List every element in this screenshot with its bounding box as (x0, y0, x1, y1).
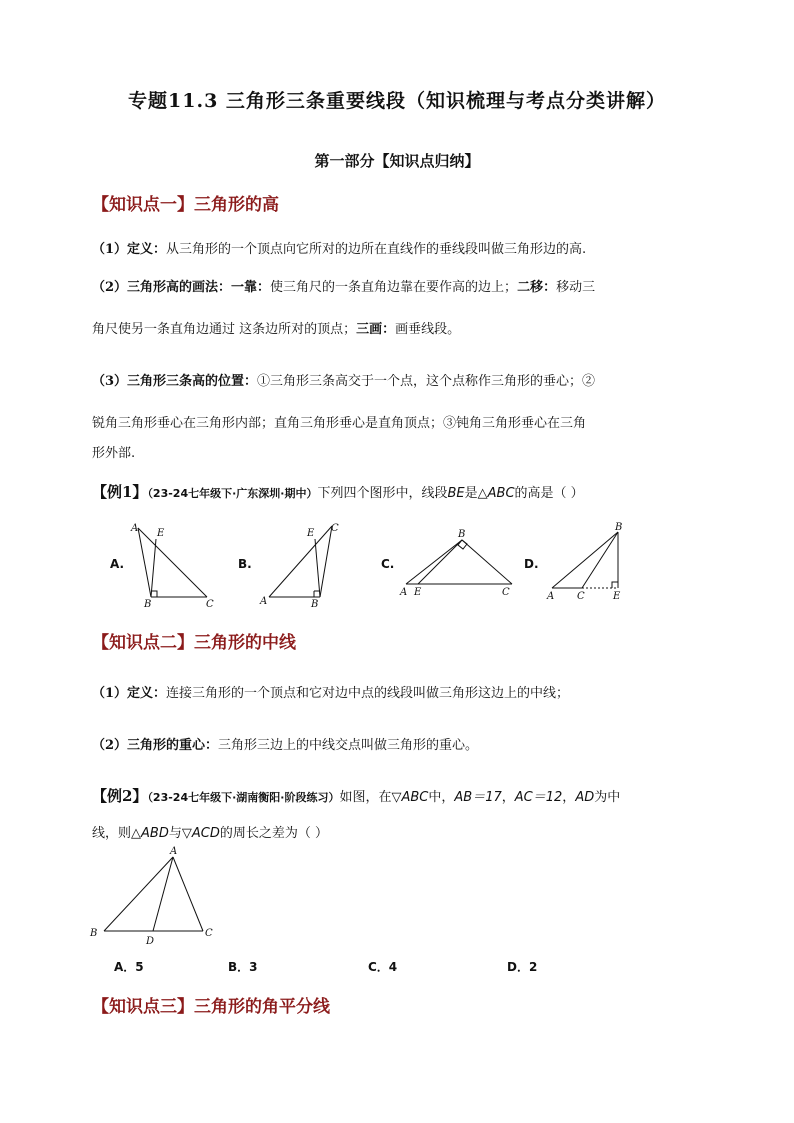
label-A: A (547, 591, 555, 602)
ex2-option-c[interactable]: C．4 (368, 960, 398, 974)
ex1-option-c[interactable]: C. (381, 557, 395, 571)
kp1-drawing-method: （2）三角形高的画法：一靠：使三角尺的一条直角边靠在要作高的边上；二移：移动三 (92, 280, 596, 295)
label-E: E (307, 528, 315, 539)
label-E: E (157, 528, 165, 539)
label-A: A (400, 587, 408, 598)
kp1-drawing-method-line2: 角尺使另一条直角边通过 这条边所对的顶点；三画：画垂线段。 (92, 322, 461, 337)
kp3-heading: 【知识点三】三角形的角平分线 (92, 997, 330, 1017)
ex2-option-d[interactable]: D．2 (507, 960, 538, 974)
ex1-figure-a (125, 518, 225, 610)
label-B: B (458, 529, 466, 540)
ex2-option-b[interactable]: B．3 (228, 960, 258, 974)
label-C: C (502, 587, 510, 598)
kp1-definition: （1）定义：从三角形的一个顶点向它所对的边所在直线作的垂线段叫做三角形边的高. (92, 242, 587, 257)
label-E: E (613, 591, 621, 602)
ex1-figure-d (543, 522, 633, 604)
label-C: C (206, 599, 214, 610)
part-title: 第一部分【知识点归纳】 (314, 152, 480, 170)
example-1-question: 【例1】（23-24七年级下·广东深圳·期中）下列四个图形中，线段BE是△ABC的高是（ ） (92, 483, 584, 501)
kp1-altitude-position-line2: 锐角三角形垂心在三角形内部；直角三角形垂心是直角顶点；③钝角三角形垂心在三角 (92, 416, 587, 431)
ex1-figure-b (255, 518, 355, 610)
kp2-definition: （1）定义：连接三角形的一个顶点和它对边中点的线段叫做三角形这边上的中线； (92, 686, 570, 701)
label-B: B (90, 928, 98, 939)
label-E: E (414, 587, 422, 598)
label-C: C (205, 928, 213, 939)
label-B: B (311, 599, 319, 610)
kp1-altitude-position-line3: 形外部. (92, 446, 136, 461)
kp2-heading: 【知识点二】三角形的中线 (92, 633, 296, 653)
example-2-question-line2: 线，则△ABD与▽ACD的周长之差为（ ） (92, 826, 328, 841)
ex2-figure (86, 843, 226, 947)
ex1-option-a[interactable]: A. (110, 557, 125, 571)
ex1-figure-c (396, 522, 526, 602)
label-B: B (144, 599, 152, 610)
label-A: A (260, 596, 268, 607)
example-2-question: 【例2】（23-24七年级下·湖南衡阳·阶段练习）如图，在▽ABC中，AB＝17，AC＝12，AD为中 (92, 787, 621, 805)
document-title: 专题11.3 三角形三条重要线段（知识梳理与考点分类讲解） (128, 90, 666, 112)
ex2-option-a[interactable]: A．5 (114, 960, 144, 974)
label-B: B (615, 522, 623, 533)
label-A: A (131, 523, 139, 534)
kp1-altitude-position: （3）三角形三条高的位置：①三角形三条高交于一个点，这个点称作三角形的垂心；② (92, 374, 596, 389)
label-C: C (331, 523, 339, 534)
kp1-heading: 【知识点一】三角形的高 (92, 195, 279, 215)
kp2-centroid: （2）三角形的重心：三角形三边上的中线交点叫做三角形的重心。 (92, 738, 479, 753)
label-A: A (170, 846, 178, 857)
label-C: C (577, 591, 585, 602)
label-D: D (146, 936, 155, 947)
ex1-option-b[interactable]: B. (238, 557, 252, 571)
ex1-option-d[interactable]: D. (524, 557, 539, 571)
